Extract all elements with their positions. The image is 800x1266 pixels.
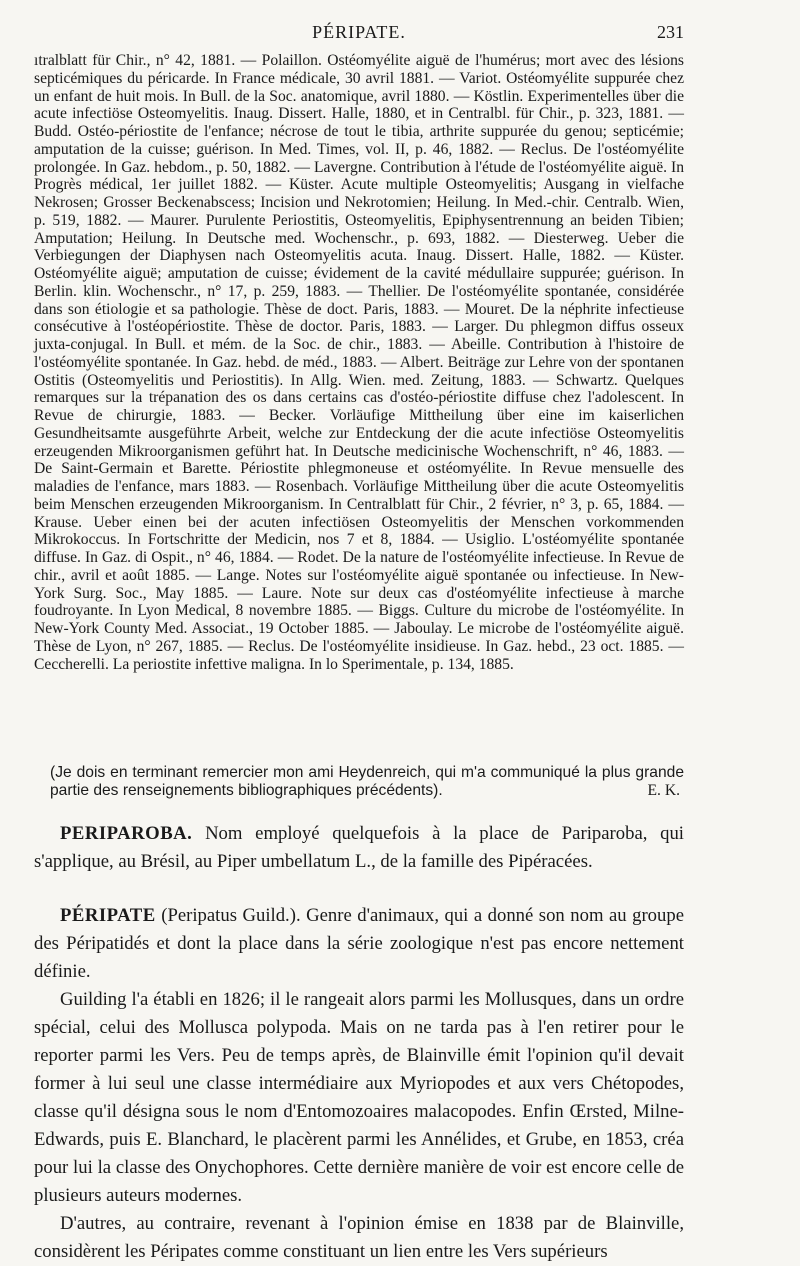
entry-peripate-paragraph-2: Guilding l'a établi en 1826; il le rangeait alors parmi les Mollusques, dans un ordre spécial, celui des Mollusca polypoda. Mais on ne tarda pas à l'en retirer pour le reporter parmi les Vers. Peu de temps après, de Blainville émit l'opinion qu'il devait former à lui seul une classe intermédiaire aux Myriopodes et aux vers Chétopodes, classe qu'il désigna sous le nom d'Entomozoaires malacopodes. Enfin Œrsted, Milne-Edwards, puis E. Blanchard, le placèrent parmi les Annélides, et Grube, en 1853, créa pour lui la classe des Onychophores. Cette dernière manière de voir est encore celle de plusieurs auteurs modernes. <box>34 989 684 1206</box>
entry-periparoba <box>34 820 684 876</box>
bibliography-block <box>34 52 684 673</box>
entry-periparoba-text: Nom employé quelquefois à la place de Pariparoba, qui s'applique, au Brésil, au Piper umbellatum L., de la famille des Pipéracées. <box>34 823 685 872</box>
author-signature: E. K. <box>647 782 680 799</box>
entry-peripate-text: (Peripatus Guild.). Genre d'animaux, qui a donné son nom au groupe des Péripatidés et dont la place dans la série zoologique n'est pas encore nettement définie. <box>34 905 684 982</box>
entry-periparoba-paragraph <box>34 820 684 876</box>
headword-periparoba: PERIPAROBA. <box>60 823 193 844</box>
note-text <box>50 764 684 800</box>
acknowledgement-note <box>50 764 684 800</box>
headword-peripate: PÉRIPATE <box>60 905 156 926</box>
entry-peripate-paragraph-1 <box>34 902 684 986</box>
bibliography-text: ıtralblatt für Chir., n° 42, 1881. — Polaillon. Ostéomyélite aiguë de l'humérus; mort avec des lésions septicémiques du péricarde. In France médicale, 30 avril 1881. — Variot. Ostéomyélite suppurée chez un enfant de huit mois. In Bull. de la Soc. anatomique, avril 1880. — Köstlin. Experimentelles über die acute infectiöse Osteomyelitis. Inaug. Dissert. Halle, 1880, et in Centralbl. für Chir., p. 323, 1881. — Budd. Ostéo-périostite de l'enfance; nécrose de tout le tibia, arthrite suppurée du genou; septicémie; amputation de la cuisse; guérison. In Med. Times, vol. II, p. 46, 1882. — Reclus. De l'ostéomyélite prolongée. In Gaz. hebdom., p. 50, 1882. — Lavergne. Contribution à l'étude de l'ostéomyélite aiguë. In Progrès médical, 1er juillet 1882. — Küster. Acute multiple Osteomyelitis; Ausgang in vielfache Nekrosen; Grosser Beckenabscess; Incision und Nekrotomien; Heilung. In Med.-chir. Centralb. Wien, p. 519, 1882. — Maurer. Purulente Periostitis, Osteomyelitis, Epiphysentrennung an beiden Tibien; Amputation; Heilung. In Deutsche med. Wochenschr., p. 693, 1882. — Diesterweg. Ueber die Verbiegungen der Diaphysen nach Osteomyelitis acuta. Inaug. Dissert. Halle, 1882. — Küster. Ostéomyélite aiguë; amputation de cuisse; évidement de la cavité médullaire suppurée; guérison. In Berlin. klin. Wochenschr., n° 17, p. 259, 1883. — Thellier. De l'ostéomyélite spontanée, considérée dans son étiologie et sa pathologie. Thèse de doct. Paris, 1883. — Mouret. De la néphrite infectieuse consécutive à l'ostéopériostite. Thèse de doctor. Paris, 1883. — Larger. Du phlegmon diffus osseux juxta-conjugal. In Bull. et mém. de la Soc. de chir., 1883. — Abeille. Contribution à l'histoire de l'ostéomyélite spontanée. In Gaz. hebd. de méd., 1883. — Albert. Beiträge zur Lehre von der spontanen Ostitis (Osteomyelitis und Periostitis). In Allg. Wien. med. Zeitung, 1883. — Schwartz. Quelques remarques sur la trépanation des os dans certains cas d'ostéo-périostite diffuse chez l'adolescent. In Revue de chirurgie, 1883. — Becker. Vorläufige Mittheilung über eine im kaiserlichen Gesundheitsamte ausgeführte Arbeit, welche zur Entdeckung der die acute infectiöse Osteomyelitis erzeugenden Mikroorganismen geführt hat. In Deutsche medicinische Wochenschrift, n° 46, 1883. — De Saint-Germain et Barette. Périostite phlegmoneuse et ostéomyélite. In Revue mensuelle des maladies de l'enfance, mars 1883. — Rosenbach. Vorläufige Mittheilung über die acute Osteomyelitis beim Menschen erzeugenden Mikroorganism. In Centralblatt für Chir., 2 février, n° 3, p. 65, 1884. — Krause. Ueber einen bei der acuten infectiösen Osteomyelitis der Menschen vorkommenden Mikrokoccus. In Fortschritte der Medicin, nos 7 et 8, 1884. — Usiglio. L'ostéomyélite spontanée diffuse. In Gaz. di Ospit., n° 46, 1884. — Rodet. De la nature de l'ostéomyélite infectieuse. In Revue de chir., avril et août 1885. — Lange. Notes sur l'ostéomyélite aiguë spontanée ou infectieuse. In New-York Surg. Soc., May 1885. — Laure. Note sur deux cas d'ostéomyélite infectieuse à marche foudroyante. In Lyon Medical, 8 novembre 1885. — Biggs. Culture du microbe de l'ostéomyélite. In New-York County Med. Associat., 19 October 1885. — Jaboulay. Le microbe de l'ostéomyélite aiguë. Thèse de Lyon, n° 267, 1885. — Reclus. De l'ostéomyélite insidieuse. In Gaz. hebd., 23 oct. 1885. — Ceccherelli. La periostite infettive maligna. In lo Sperimentale, p. 134, 1885. <box>34 52 684 673</box>
note-body: (Je dois en terminant remercier mon ami Heydenreich, qui m'a communiqué la plus grande partie des renseignements bibliographiques précédents). <box>50 764 684 799</box>
entry-peripate <box>34 902 684 1266</box>
page-number: 231 <box>657 22 684 42</box>
running-title: PÉRIPATE. <box>312 22 406 42</box>
page-header <box>34 22 684 48</box>
entry-peripate-paragraph-3: D'autres, au contraire, revenant à l'opinion émise en 1838 par de Blainville, considèrent les Péripates comme constituant un lien entre les Vers supérieurs <box>34 1213 684 1262</box>
